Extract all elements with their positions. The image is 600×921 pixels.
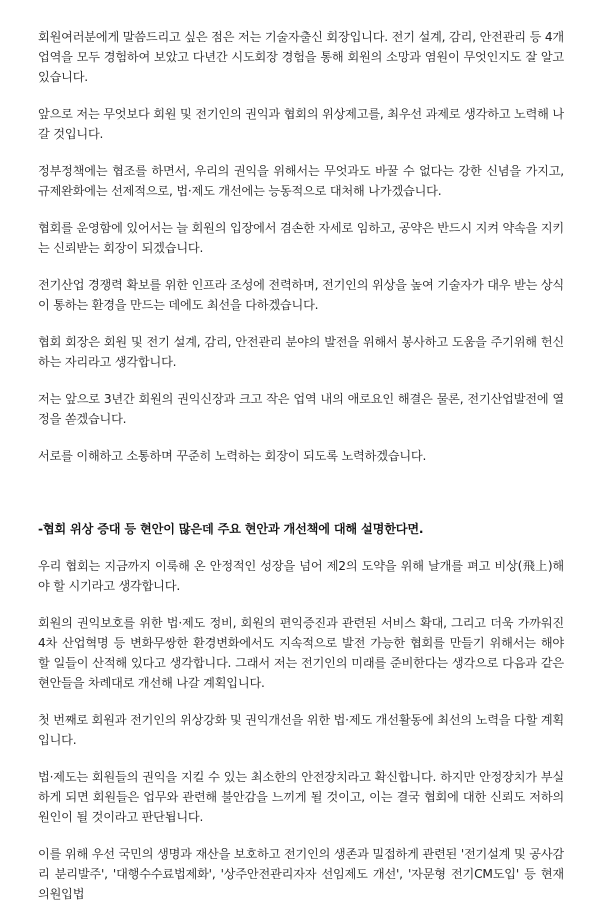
paragraph: 이를 위해 우선 국민의 생명과 재산을 보호하고 전기인의 생존과 밀접하게 관련된 '전기설계 및 공사감리 분리발주', '대행수수료법제화', '상주안전관리자자 선임제도 개선', '자문형 전기CM도입' 등 현재 의원입법 — [38, 847, 564, 901]
paragraph: 법·제도는 회원들의 권익을 지킬 수 있는 최소한의 안전장치라고 확신합니다. 하지만 안정장치가 부실하게 되면 회원들은 업무와 관련해 불안감을 느끼게 될 것이고, 이는 결국 협회에 대한 신뢰도 저하의 원인이 될 것이라고 판단됩니다. — [38, 770, 564, 824]
paragraph: 저는 앞으로 3년간 회원의 권익신장과 크고 작은 업역 내의 애로요인 해결은 물론, 전기산업발전에 열정을 쏟겠습니다. — [38, 392, 564, 426]
paragraph: 회원여러분에게 말씀드리고 싶은 점은 저는 기술자출신 회장입니다. 전기 설계, 감리, 안전관리 등 4개업역을 모두 경험하여 보았고 다년간 시도회장 경험을 통해 회원의 소망과 염원이 무엇인지도 잘 알고 있습니다. — [38, 30, 564, 84]
section-spacer — [38, 483, 564, 519]
paragraph: 협회를 운영함에 있어서는 늘 회원의 입장에서 겸손한 자세로 임하고, 공약은 반드시 지켜 약속을 지키는 신뢰받는 회장이 되겠습니다. — [38, 221, 564, 255]
paragraph: 회원의 권익보호를 위한 법·제도 정비, 회원의 편익증진과 관련된 서비스 확대, 그리고 더욱 가까워진 4차 산업혁명 등 변화무쌍한 환경변화에서도 지속적으로 발전 가능한 협회를 만들기 위해서는 해야 할 일들이 산적해 있다고 생각합니다. 그래서 저는 전기인의 미래를 준비한다는 생각으로 다음과 같은 현안들을 차례대로 개선해 나갈 계획입니다. — [38, 616, 564, 690]
paragraph: 전기산업 경쟁력 확보를 위한 인프라 조성에 전력하며, 전기인의 위상을 높여 기술자가 대우 받는 상식이 통하는 환경을 만드는 데에도 최선을 다하겠습니다. — [38, 278, 564, 312]
paragraph: 첫 번째로 회원과 전기인의 위상강화 및 권익개선을 위한 법·제도 개선활동에 최선의 노력을 다할 계획입니다. — [38, 713, 564, 747]
paragraph: 정부정책에는 협조를 하면서, 우리의 권익을 위해서는 무엇과도 바꿀 수 없다는 강한 신념을 가지고, 규제완화에는 선제적으로, 법·제도 개선에는 능동적으로 대처해 나가겠습니다. — [38, 164, 564, 198]
article-body — [38, 27, 564, 921]
paragraph: 우리 협회는 지금까지 이룩해 온 안정적인 성장을 넘어 제2의 도약을 위해 날개를 펴고 비상(飛上)해야 할 시기라고 생각합니다. — [38, 559, 564, 593]
paragraph: 서로를 이해하고 소통하며 꾸준히 노력하는 회장이 되도록 노력하겠습니다. — [38, 449, 427, 463]
paragraph: 협회 회장은 회원 및 전기 설계, 감리, 안전관리 분야의 발전을 위해서 봉사하고 도움을 주기위해 헌신하는 자리라고 생각합니다. — [38, 335, 564, 369]
section-heading: -협회 위상 증대 등 현안이 많은데 주요 현안과 개선책에 대해 설명한다면. — [38, 522, 424, 536]
paragraph: 앞으로 저는 무엇보다 회원 및 전기인의 권익과 협회의 위상제고를, 최우선 과제로 생각하고 노력해 나갈 것입니다. — [38, 107, 564, 141]
